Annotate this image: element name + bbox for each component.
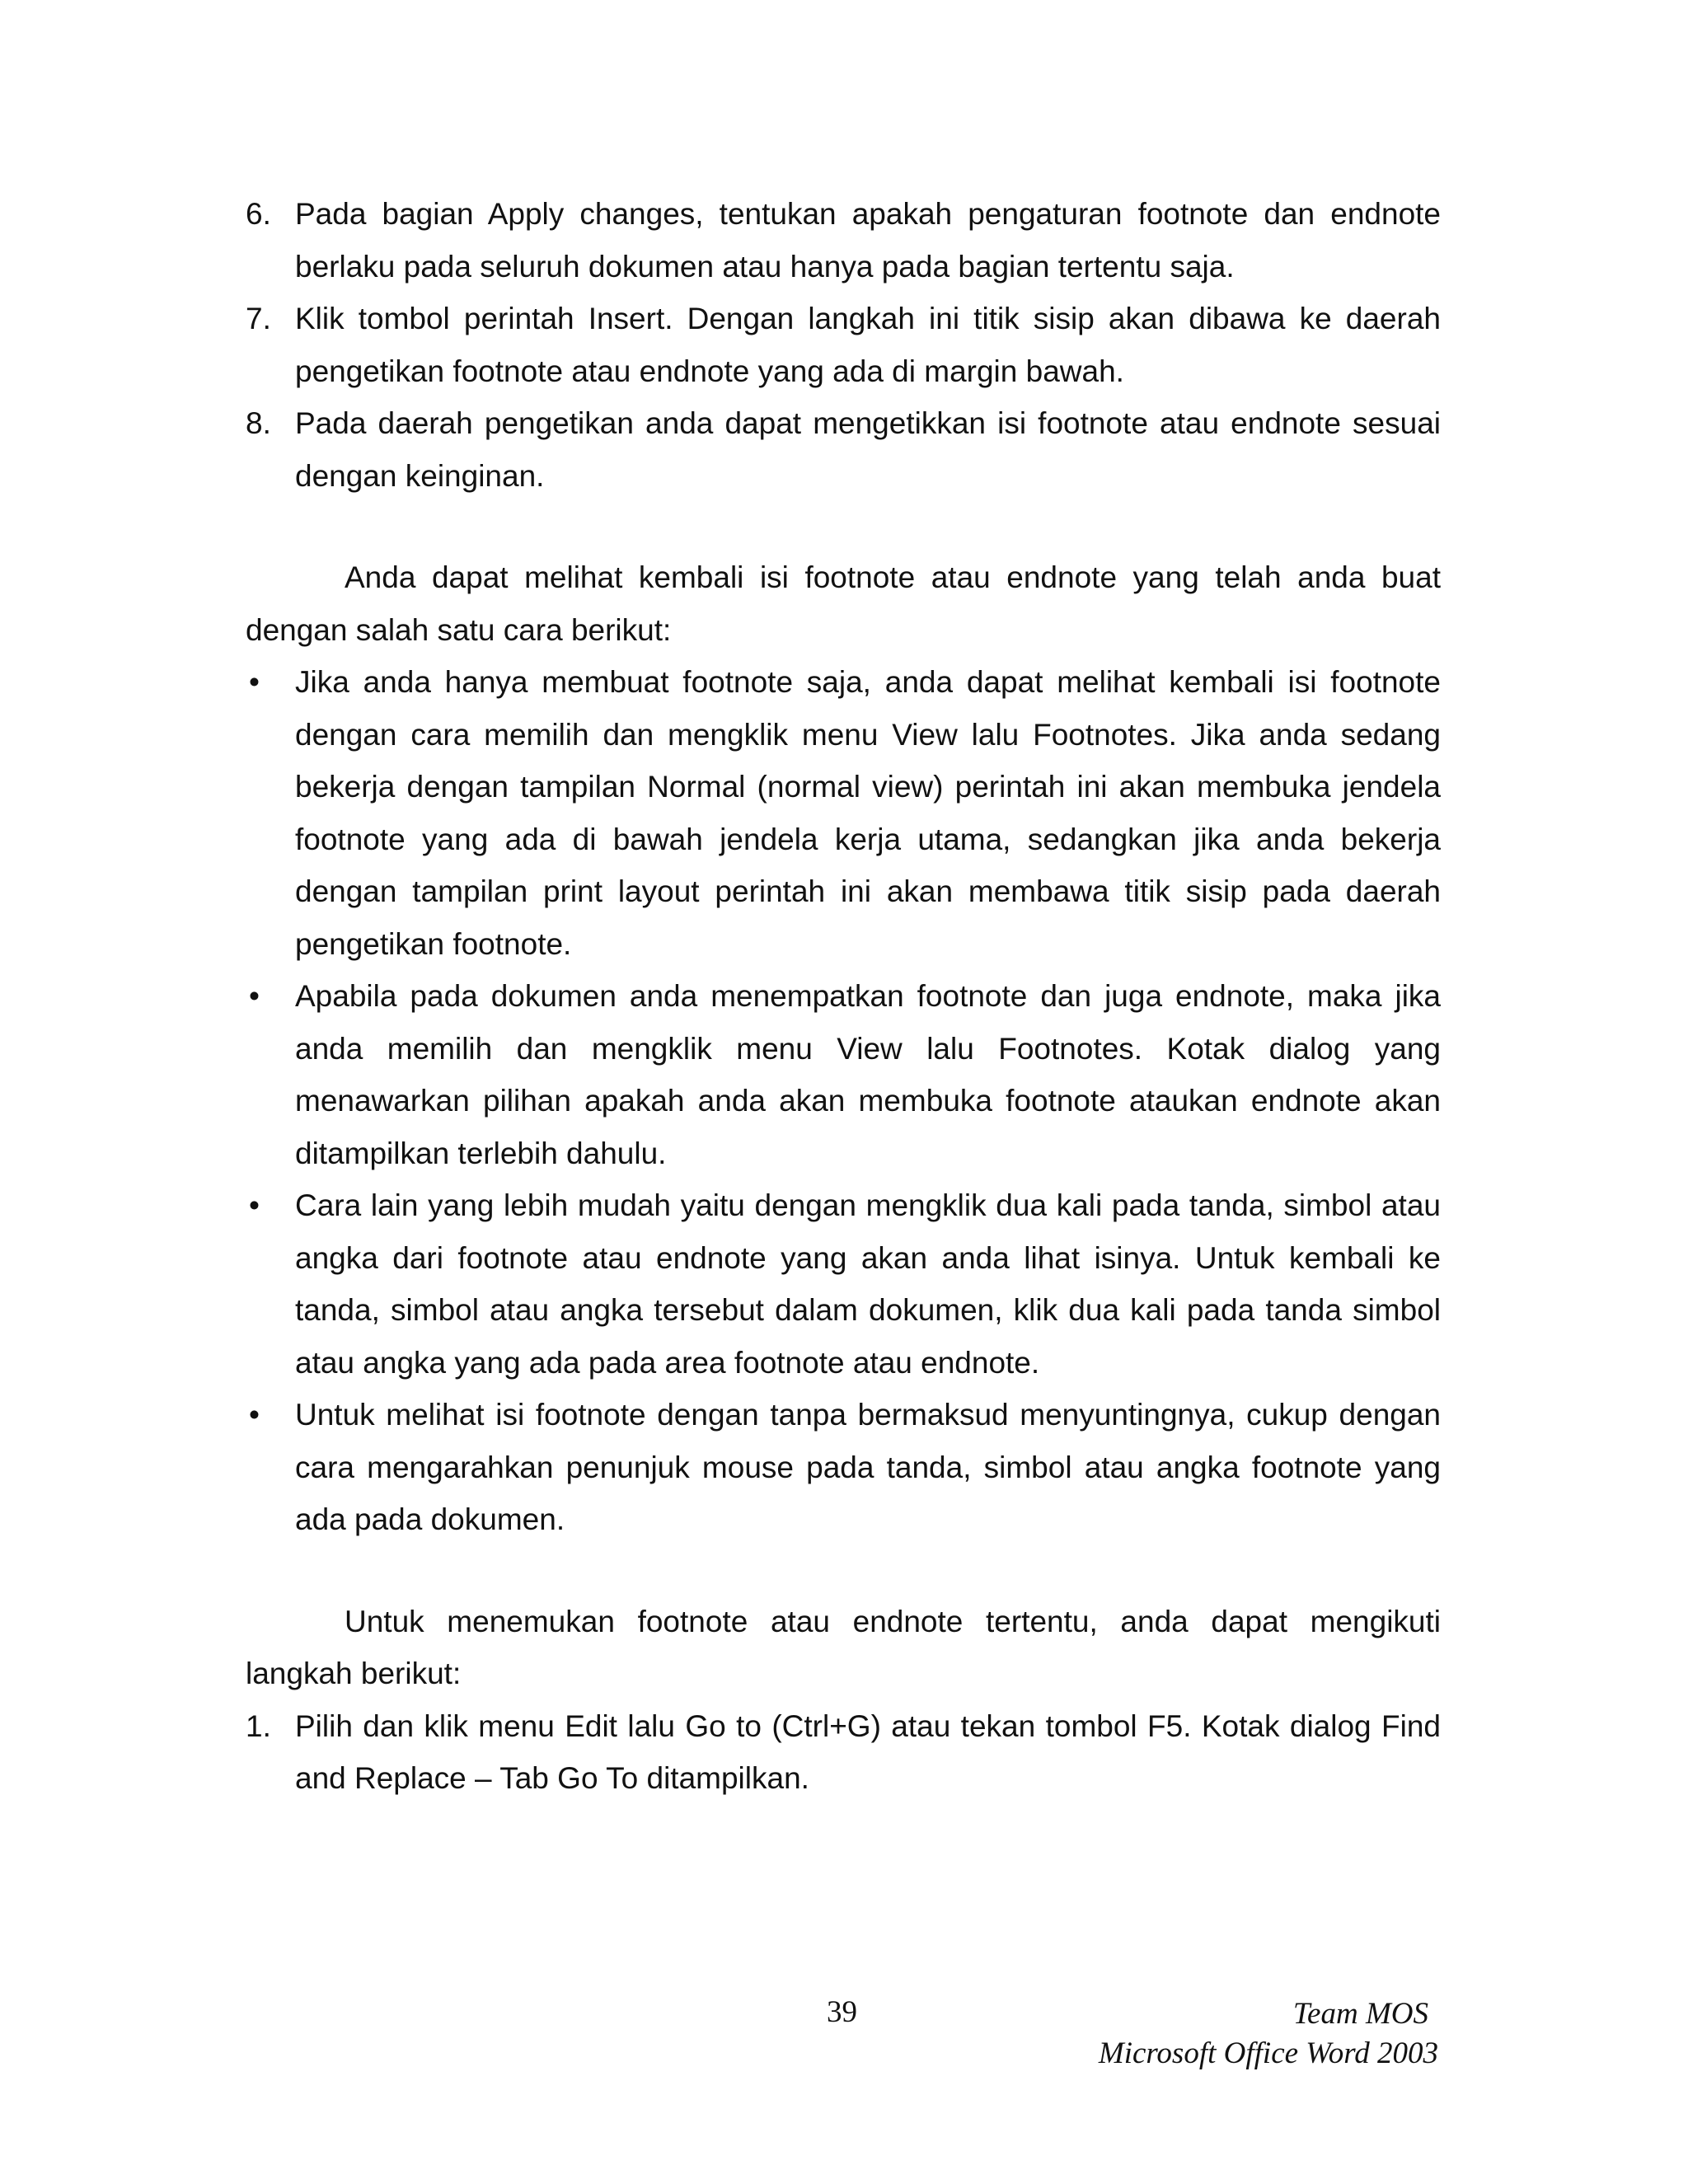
numbered-item-8 — [246, 397, 1441, 502]
item-number: 6. — [246, 197, 271, 231]
page-number: 39 — [827, 1995, 857, 2029]
footer-team: Team MOS — [1292, 1997, 1428, 2031]
intro-paragraph: Anda dapat melihat kembali isi footnote atau endnote yang telah anda buat dengan salah satu cara berikut: — [246, 560, 1441, 647]
bullet-item — [246, 1179, 1441, 1389]
item-number: 1. — [246, 1708, 271, 1743]
numbered-item-6 — [246, 188, 1441, 293]
bullet-text: Jika anda hanya membuat footnote saja, anda dapat melihat kembali isi footnote dengan cara memilih dan mengklik menu View lalu Footnotes. Jika anda sedang bekerja dengan tampilan Normal (normal view) perintah ini akan membuka jendela footnote yang ada di bawah jendela kerja utama, sedangkan jika anda bekerja dengan tampilan print layout perintah ini akan membawa titik sisip pada daerah pengetikan footnote. — [295, 665, 1441, 961]
numbered-item-7 — [246, 293, 1441, 397]
bullet-icon: • — [249, 665, 260, 699]
item-text: Pada bagian Apply changes, tentukan apakah pengaturan footnote dan endnote berlaku pada seluruh dokumen atau hanya pada bagian tertentu saja. — [295, 197, 1441, 284]
paragraph-gap — [246, 502, 1441, 551]
numbered-item-1 — [246, 1700, 1441, 1805]
item-text: Klik tombol perintah Insert. Dengan langkah ini titik sisip akan dibawa ke daerah pengetikan footnote atau endnote yang ada di margin bawah. — [295, 302, 1441, 388]
bullet-icon: • — [249, 979, 260, 1013]
steps-intro-paragraph: Untuk menemukan footnote atau endnote tertentu, anda dapat mengikuti langkah berikut: — [246, 1604, 1441, 1690]
bullet-text: Cara lain yang lebih mudah yaitu dengan mengklik dua kali pada tanda, simbol atau angka dari footnote atau endnote yang akan anda lihat isinya. Untuk kembali ke tanda, simbol atau angka tersebut dalam dokumen, klik dua kali pada tanda simbol atau angka yang ada pada area footnote atau endnote. — [295, 1188, 1441, 1380]
bullet-icon: • — [249, 1398, 260, 1432]
bullet-text: Apabila pada dokumen anda menempatkan footnote dan juga endnote, maka jika anda memilih dan mengklik menu View lalu Footnotes. Kotak dialog yang menawarkan pilihan apakah anda akan membuka footnote ataukan endnote akan ditampilkan terlebih dahulu. — [295, 979, 1441, 1170]
paragraph-gap — [246, 1546, 1441, 1596]
item-text: Pilih dan klik menu Edit lalu Go to (Ctrl+G) atau tekan tombol F5. Kotak dialog Find and Replace – Tab Go To ditampilkan. — [295, 1708, 1441, 1795]
page-body — [246, 188, 1441, 1805]
item-text: Pada daerah pengetikan anda dapat mengetikkan isi footnote atau endnote sesuai dengan keinginan. — [295, 406, 1441, 493]
bullet-item — [246, 970, 1441, 1179]
item-number: 8. — [246, 406, 271, 440]
page-footer — [1099, 1994, 1438, 2074]
bullet-item — [246, 1389, 1441, 1546]
footer-title: Microsoft Office Word 2003 — [1098, 2036, 1438, 2070]
bullet-text: Untuk melihat isi footnote dengan tanpa bermaksud menyuntingnya, cukup dengan cara mengarahkan penunjuk mouse pada tanda, simbol atau angka footnote yang ada pada dokumen. — [295, 1398, 1441, 1536]
item-number: 7. — [246, 302, 271, 335]
bullet-item — [246, 656, 1441, 970]
bullet-icon: • — [249, 1188, 260, 1222]
